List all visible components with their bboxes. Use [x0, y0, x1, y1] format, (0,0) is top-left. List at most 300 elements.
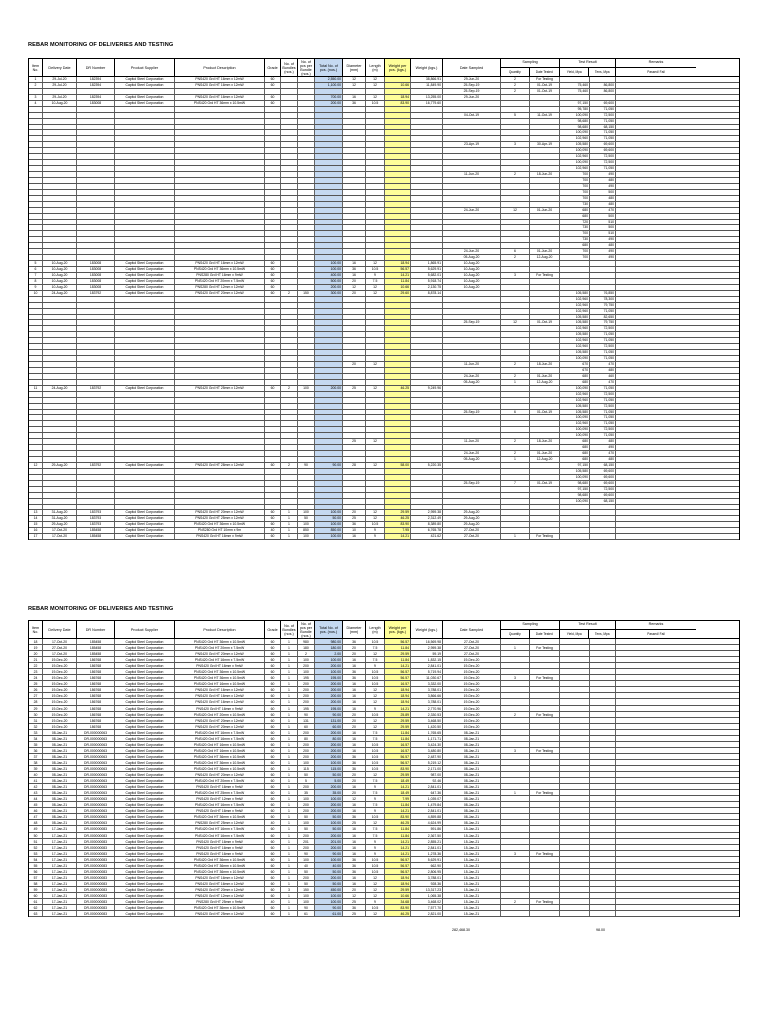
cell-quantity	[501, 445, 530, 450]
cell-grade	[265, 237, 281, 242]
cell-diameter: 20	[343, 772, 366, 777]
cell-weight	[411, 184, 443, 189]
cell-item: 56	[29, 869, 43, 874]
cell-yield	[560, 851, 590, 856]
cell-date-tested	[530, 427, 560, 432]
cell-remarks	[616, 651, 696, 656]
cell-supplier: Capitol Steel Corporation	[115, 522, 175, 527]
cell-bundles: 1	[281, 814, 298, 819]
cell-weight-per-pc: 10.66	[385, 83, 411, 88]
cell-delivery-date: 17-Oct-20	[43, 639, 77, 644]
cell-weight-per-pc	[385, 505, 411, 510]
cell-remarks	[616, 481, 696, 486]
cell-description	[175, 196, 265, 201]
cell-grade	[265, 255, 281, 260]
cell-weight	[411, 499, 443, 504]
cell-quantity: 2	[501, 439, 530, 444]
cell-description: PNS420 Grd HT 16mm x 7.5mW	[175, 730, 265, 735]
cell-length	[366, 499, 385, 504]
cell-diameter	[343, 202, 366, 207]
cell-dr-number	[77, 148, 115, 153]
cell-tensile: 480	[590, 196, 616, 201]
cell-supplier: Capitol Steel Corporation	[115, 869, 175, 874]
cell-grade	[265, 113, 281, 118]
cell-supplier	[115, 505, 175, 510]
cell-quantity	[501, 475, 530, 480]
cell-date-tested	[530, 796, 560, 801]
cell-weight-per-pc: 56.57	[385, 754, 411, 759]
cell-grade: 60	[265, 510, 281, 515]
cell-yield	[560, 522, 590, 527]
cell-weight	[411, 415, 443, 420]
cell-diameter: 36	[343, 863, 366, 868]
cell-date-tested	[530, 657, 560, 662]
cell-weight	[411, 356, 443, 361]
cell-remarks	[616, 699, 696, 704]
cell-yield: 98,680	[560, 119, 590, 124]
cell-remarks	[616, 291, 696, 296]
cell-diameter: 12	[343, 285, 366, 290]
cell-weight-per-pc	[385, 237, 411, 242]
cell-weight	[411, 493, 443, 498]
cell-diameter: 16	[343, 833, 366, 838]
cell-date-sampled	[443, 427, 501, 432]
cell-pcs-per-bundle: 100	[298, 386, 315, 391]
cell-total-pcs: 500.00	[315, 279, 343, 284]
cell-yield	[560, 528, 590, 533]
cell-grade: 40	[265, 528, 281, 533]
cell-weight-per-pc	[385, 380, 411, 385]
header-length: Length (m)	[366, 621, 385, 638]
cell-date-sampled: 25-Sep-19	[443, 320, 501, 325]
cell-delivery-date	[43, 237, 77, 242]
cell-supplier: Capitol Steel Corporation	[115, 826, 175, 831]
cell-bundles	[281, 368, 298, 373]
cell-diameter	[343, 356, 366, 361]
cell-bundles	[281, 285, 298, 290]
cell-weight: 3,468.02	[411, 899, 443, 904]
cell-quantity	[501, 427, 530, 432]
cell-item: 12	[29, 463, 43, 468]
cell-tensile	[590, 911, 616, 916]
cell-dr-number: 186768	[77, 663, 115, 668]
cell-tensile: 71,050	[590, 421, 616, 426]
cell-description	[175, 320, 265, 325]
cell-quantity	[501, 699, 530, 704]
cell-quantity	[501, 368, 530, 373]
cell-date-tested	[530, 469, 560, 474]
cell-dr-number: 186768	[77, 724, 115, 729]
cell-weight: 5,629.91	[411, 267, 443, 272]
table-body	[28, 77, 740, 540]
cell-item: 52	[29, 845, 43, 850]
cell-total-pcs: 200.00	[315, 833, 343, 838]
cell-grade: 60	[265, 669, 281, 674]
cell-delivery-date	[43, 148, 77, 153]
cell-yield: 100,090	[560, 113, 590, 118]
cell-yield	[560, 790, 590, 795]
cell-yield: 730	[560, 202, 590, 207]
cell-length: 12	[366, 820, 385, 825]
cell-dr-number: 183008	[77, 267, 115, 272]
cell-date-tested	[530, 404, 560, 409]
cell-date-sampled	[443, 326, 501, 331]
cell-supplier	[115, 493, 175, 498]
cell-weight: 16,779.60	[411, 101, 443, 106]
cell-delivery-date: 19-Dec-20	[43, 657, 77, 662]
cell-quantity	[501, 639, 530, 644]
cell-date-sampled	[443, 196, 501, 201]
cell-remarks	[616, 869, 696, 874]
cell-date-sampled: 10-Aug-20	[443, 261, 501, 266]
cell-delivery-date	[43, 125, 77, 130]
cell-supplier: Capitol Steel Corporation	[115, 730, 175, 735]
cell-remarks	[616, 754, 696, 759]
cell-weight: 2,841.01	[411, 808, 443, 813]
cell-item	[29, 113, 43, 118]
cell-tensile	[590, 845, 616, 850]
cell-description	[175, 231, 265, 236]
cell-diameter: 10	[343, 528, 366, 533]
cell-delivery-date: 17-Jan-21	[43, 911, 77, 916]
cell-quantity: 12	[501, 208, 530, 213]
cell-diameter	[343, 374, 366, 379]
cell-weight-per-pc	[385, 220, 411, 225]
cell-weight-per-pc: 83.90	[385, 101, 411, 106]
cell-yield: 680	[560, 380, 590, 385]
cell-diameter: 36	[343, 905, 366, 910]
cell-grade	[265, 320, 281, 325]
cell-pcs-per-bundle: 195	[298, 706, 315, 711]
cell-weight: 2,770.96	[411, 706, 443, 711]
cell-description: PNS420 Grd HT 16mm x 9mW	[175, 784, 265, 789]
cell-tensile: 82,650	[590, 315, 616, 320]
cell-diameter	[343, 404, 366, 409]
cell-length	[366, 196, 385, 201]
cell-remarks	[616, 663, 696, 668]
cell-supplier: Capitol Steel Corporation	[115, 718, 175, 723]
cell-quantity	[501, 869, 530, 874]
cell-length: 12	[366, 699, 385, 704]
cell-diameter	[343, 457, 366, 462]
cell-quantity	[501, 881, 530, 886]
cell-item: 28	[29, 699, 43, 704]
cell-date-sampled: 24-Jun-20	[443, 374, 501, 379]
cell-weight-per-pc	[385, 297, 411, 302]
cell-remarks	[616, 356, 696, 361]
cell-delivery-date: 08-Jan-21	[43, 814, 77, 819]
cell-tensile	[590, 869, 616, 874]
cell-quantity	[501, 839, 530, 844]
header-weight-per-pc: Weight per pcs. (kgs.)	[385, 59, 411, 76]
cell-weight-per-pc: 56.57	[385, 863, 411, 868]
cell-length	[366, 487, 385, 492]
cell-yield: 700	[560, 190, 590, 195]
cell-weight-per-pc: 83.90	[385, 522, 411, 527]
cell-total-pcs	[315, 243, 343, 248]
cell-date-tested	[530, 681, 560, 686]
cell-yield	[560, 857, 590, 862]
cell-yield	[560, 77, 590, 82]
cell-yield: 720	[560, 220, 590, 225]
cell-remarks	[616, 469, 696, 474]
cell-item	[29, 225, 43, 230]
cell-bundles: 1	[281, 875, 298, 880]
cell-dr-number: DR-000000063	[77, 808, 115, 813]
cell-bundles	[281, 148, 298, 153]
cell-total-pcs	[315, 487, 343, 492]
cell-dr-number	[77, 220, 115, 225]
cell-bundles: 1	[281, 510, 298, 515]
cell-total-pcs: 2.00	[315, 651, 343, 656]
cell-delivery-date: 19-Dec-20	[43, 712, 77, 717]
cell-description	[175, 160, 265, 165]
cell-delivery-date: 10-Aug-20	[43, 273, 77, 278]
cell-tensile: 480	[590, 202, 616, 207]
cell-yield	[560, 693, 590, 698]
cell-description	[175, 350, 265, 355]
cell-dr-number: DR-000000063	[77, 784, 115, 789]
cell-bundles	[281, 297, 298, 302]
cell-diameter: 16	[343, 534, 366, 539]
cell-bundles	[281, 83, 298, 88]
cell-dr-number	[77, 439, 115, 444]
cell-length	[366, 231, 385, 236]
cell-date-sampled: 08-Jan-21	[443, 772, 501, 777]
cell-item: 25	[29, 681, 43, 686]
cell-bundles	[281, 415, 298, 420]
cell-weight-per-pc	[385, 315, 411, 320]
cell-tensile: 72,500	[590, 487, 616, 492]
cell-diameter: 20	[343, 291, 366, 296]
cell-supplier	[115, 433, 175, 438]
cell-total-pcs: 50.00	[315, 881, 343, 886]
cell-diameter	[343, 505, 366, 510]
cell-pcs-per-bundle: 50	[298, 869, 315, 874]
cell-dr-number	[77, 237, 115, 242]
cell-yield: 680	[560, 374, 590, 379]
cell-pcs-per-bundle: 200	[298, 875, 315, 880]
cell-description: PNS420 Grd HT 16mm x 10.5mW	[175, 748, 265, 753]
cell-remarks	[616, 243, 696, 248]
cell-date-tested	[530, 225, 560, 230]
cell-dr-number: 183793	[77, 516, 115, 521]
cell-grade	[265, 326, 281, 331]
cell-description	[175, 309, 265, 314]
cell-weight-per-pc	[385, 368, 411, 373]
cell-diameter	[343, 89, 366, 94]
cell-date-tested: 12-Aug-20	[530, 255, 560, 260]
cell-date-tested	[530, 802, 560, 807]
cell-grade: 60	[265, 522, 281, 527]
header-delivery-date: Delivery Date	[43, 59, 77, 76]
cell-quantity	[501, 784, 530, 789]
cell-item: 10	[29, 291, 43, 296]
cell-supplier: Capitol Steel Corporation	[115, 77, 175, 82]
cell-bundles	[281, 125, 298, 130]
cell-date-tested	[530, 875, 560, 880]
cell-grade: 60	[265, 724, 281, 729]
cell-weight-per-pc	[385, 184, 411, 189]
cell-pcs-per-bundle	[298, 184, 315, 189]
cell-item	[29, 303, 43, 308]
cell-bundles: 1	[281, 820, 298, 825]
cell-item: 44	[29, 796, 43, 801]
cell-remarks	[616, 214, 696, 219]
cell-weight: 5,629.91	[411, 857, 443, 862]
cell-description: PNS420 Grd HT 36mm x 10.5mW	[175, 522, 265, 527]
cell-bundles: 1	[281, 905, 298, 910]
cell-diameter: 36	[343, 267, 366, 272]
cell-grade	[265, 178, 281, 183]
cell-delivery-date	[43, 374, 77, 379]
cell-length	[366, 142, 385, 147]
cell-item	[29, 499, 43, 504]
cell-pcs-per-bundle	[298, 368, 315, 373]
cell-date-tested: 18-Jun-20	[530, 439, 560, 444]
cell-tensile: 71,050	[590, 309, 616, 314]
header-date-tested: Date Tested	[535, 70, 553, 74]
cell-weight-per-pc: 7.99	[385, 796, 411, 801]
cell-date-sampled: 24-Jun-20	[443, 208, 501, 213]
cell-total-pcs	[315, 178, 343, 183]
cell-remarks	[616, 669, 696, 674]
cell-grade: 60	[265, 875, 281, 880]
cell-quantity	[501, 392, 530, 397]
cell-date-tested	[530, 699, 560, 704]
cell-yield	[560, 675, 590, 680]
cell-quantity	[501, 202, 530, 207]
cell-bundles: 1	[281, 693, 298, 698]
cell-length	[366, 368, 385, 373]
cell-delivery-date: 08-Jan-21	[43, 808, 77, 813]
cell-weight-per-pc	[385, 125, 411, 130]
cell-date-tested	[530, 911, 560, 916]
cell-date-tested	[530, 784, 560, 789]
cell-tensile	[590, 887, 616, 892]
cell-diameter: 16	[343, 736, 366, 741]
cell-weight-per-pc	[385, 457, 411, 462]
cell-tensile: 510	[590, 231, 616, 236]
cell-supplier	[115, 214, 175, 219]
cell-bundles	[281, 309, 298, 314]
cell-quantity: 2	[501, 89, 530, 94]
cell-date-sampled: 15-Jan-21	[443, 887, 501, 892]
cell-total-pcs: 100.00	[315, 534, 343, 539]
cell-bundles	[281, 202, 298, 207]
cell-remarks	[616, 693, 696, 698]
header-sampling: Sampling Quantity Date Tested	[501, 59, 560, 76]
cell-weight-per-pc	[385, 214, 411, 219]
cell-date-sampled	[443, 433, 501, 438]
cell-date-tested	[530, 95, 560, 100]
cell-item	[29, 493, 43, 498]
cell-supplier	[115, 243, 175, 248]
cell-weight: 2,487.90	[411, 754, 443, 759]
cell-tensile	[590, 857, 616, 862]
cell-bundles: 1	[281, 893, 298, 898]
cell-bundles	[281, 499, 298, 504]
cell-pcs-per-bundle	[298, 493, 315, 498]
cell-total-pcs	[315, 225, 343, 230]
cell-remarks	[616, 285, 696, 290]
cell-tensile	[590, 839, 616, 844]
cell-diameter	[343, 166, 366, 171]
cell-length	[366, 332, 385, 337]
cell-weight-per-pc: 56.57	[385, 760, 411, 765]
cell-tensile: 68,150	[590, 499, 616, 504]
cell-date-tested	[530, 754, 560, 759]
cell-quantity	[501, 101, 530, 106]
cell-item: 43	[29, 790, 43, 795]
cell-tensile	[590, 790, 616, 795]
cell-item: 45	[29, 802, 43, 807]
cell-date-tested	[530, 350, 560, 355]
cell-weight: 5,220.35	[411, 463, 443, 468]
cell-total-pcs	[315, 475, 343, 480]
cell-delivery-date	[43, 297, 77, 302]
cell-date-tested	[530, 845, 560, 850]
cell-yield: 100,090	[560, 427, 590, 432]
header-total-pcs: Total No. of pcs. (nos.)	[315, 59, 343, 76]
cell-weight: 11,849.90	[411, 83, 443, 88]
cell-delivery-date	[43, 505, 77, 510]
cell-description: PNS420 Grd HT 20mm x 12mW	[175, 887, 265, 892]
cell-quantity	[501, 845, 530, 850]
cell-grade	[265, 410, 281, 415]
cell-total-pcs: 200.00	[315, 802, 343, 807]
cell-date-tested	[530, 778, 560, 783]
header-test-result: Test Result Yield, Mpa Tens, Mpa	[560, 59, 616, 76]
table-header	[28, 620, 740, 639]
cell-bundles: 1	[281, 899, 298, 904]
cell-pcs-per-bundle: 200	[298, 663, 315, 668]
cell-description: PNS420 Grd HT 20mm x 12mW	[175, 772, 265, 777]
cell-diameter: 25	[343, 516, 366, 521]
cell-pcs-per-bundle	[298, 125, 315, 130]
cell-item	[29, 172, 43, 177]
cell-diameter	[343, 332, 366, 337]
cell-total-pcs	[315, 202, 343, 207]
cell-bundles	[281, 487, 298, 492]
cell-yield: 102,960	[560, 136, 590, 141]
cell-dr-number: DR-000000063	[77, 766, 115, 771]
cell-yield	[560, 669, 590, 674]
cell-date-sampled: 25-Sep-19	[443, 410, 501, 415]
cell-diameter: 16	[343, 826, 366, 831]
cell-total-pcs	[315, 421, 343, 426]
cell-bundles	[281, 255, 298, 260]
cell-tensile: 480	[590, 368, 616, 373]
cell-delivery-date	[43, 410, 77, 415]
cell-quantity	[501, 718, 530, 723]
cell-description	[175, 398, 265, 403]
cell-date-tested	[530, 887, 560, 892]
cell-item: 32	[29, 724, 43, 729]
cell-weight-per-pc	[385, 410, 411, 415]
cell-quantity	[501, 285, 530, 290]
cell-bundles: 1	[281, 766, 298, 771]
cell-delivery-date	[43, 332, 77, 337]
cell-grade	[265, 380, 281, 385]
cell-date-tested	[530, 356, 560, 361]
cell-description	[175, 392, 265, 397]
cell-item: 40	[29, 772, 43, 777]
cell-date-tested: For Testing	[530, 851, 560, 856]
cell-weight-per-pc: 18.94	[385, 95, 411, 100]
cell-supplier	[115, 89, 175, 94]
cell-description	[175, 469, 265, 474]
